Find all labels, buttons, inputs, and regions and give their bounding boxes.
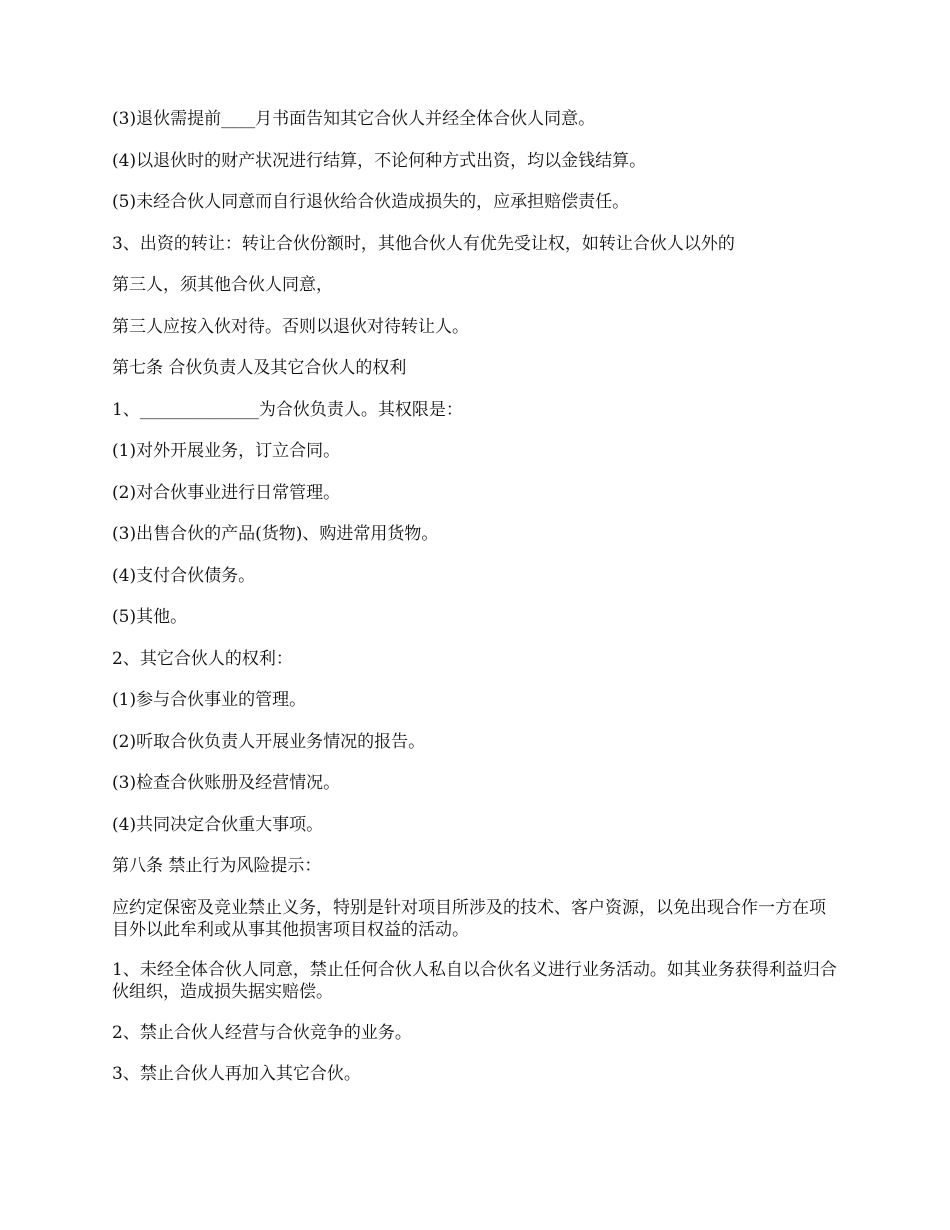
document-body [112, 108, 840, 1105]
prohibition-unauthorized-business: 1、未经全体合伙人同意，禁止任何合伙人私自以合伙名义进行业务活动。如其业务获得利益归合伙组织，造成损失据实赔偿。 [112, 960, 837, 1002]
power-sales-purchasing: (3)出售合伙的产品(货物)、购进常用货物。 [112, 524, 439, 544]
clause-withdrawal-liability: (5)未经合伙人同意而自行退伙给合伙造成损失的，应承担赔偿责任。 [112, 192, 630, 212]
right-inspect-books: (3)检查合伙账册及经营情况。 [112, 773, 341, 793]
risk-warning-paragraph: 应约定保密及竞业禁止义务，特别是针对项目所涉及的技术、客户资源，以免出现合作一方在项目外以此牟利或从事其他损害项目权益的活动。 [112, 897, 826, 940]
prohibition-join-other-partnership: 3、禁止合伙人再加入其它合伙。 [112, 1064, 361, 1084]
clause-withdrawal-settlement: (4)以退伙时的财产状况进行结算，不论何种方式出资，均以金钱结算。 [112, 150, 647, 171]
clause-partner-in-charge: 1、______________为合伙负责人。其权限是： [112, 399, 463, 420]
power-pay-debts: (4)支付合伙债务。 [112, 565, 256, 586]
article-eight-heading: 第八条 禁止行为风险提示： [112, 856, 322, 876]
right-hear-reports: (2)听取合伙负责人开展业务情况的报告。 [112, 731, 426, 752]
right-participate-management: (1)参与合伙事业的管理。 [112, 690, 307, 710]
prohibition-competing-business: 2、禁止合伙人经营与合伙竞争的业务。 [112, 1022, 412, 1043]
clause-contribution-transfer: 3、出资的转让：转让合伙份额时，其他合伙人有优先受让权，如转让合伙人以外的 [112, 233, 735, 254]
power-daily-management: (2)对合伙事业进行日常管理。 [112, 482, 341, 503]
right-joint-decisions: (4)共同决定合伙重大事项。 [112, 814, 324, 835]
clause-other-partner-rights: 2、其它合伙人的权利： [112, 648, 293, 669]
power-other: (5)其他。 [112, 607, 188, 627]
clause-withdrawal-notice: (3)退伙需提前____月书面告知其它合伙人并经全体合伙人同意。 [112, 109, 596, 129]
power-external-business: (1)对外开展业务，订立合同。 [112, 441, 341, 461]
clause-third-party-consent: 第三人，须其他合伙人同意， [112, 275, 333, 295]
clause-third-party-treatment: 第三人应按入伙对待。否则以退伙对待转让人。 [112, 316, 469, 337]
article-seven-heading: 第七条 合伙负责人及其它合伙人的权利 [112, 358, 407, 378]
